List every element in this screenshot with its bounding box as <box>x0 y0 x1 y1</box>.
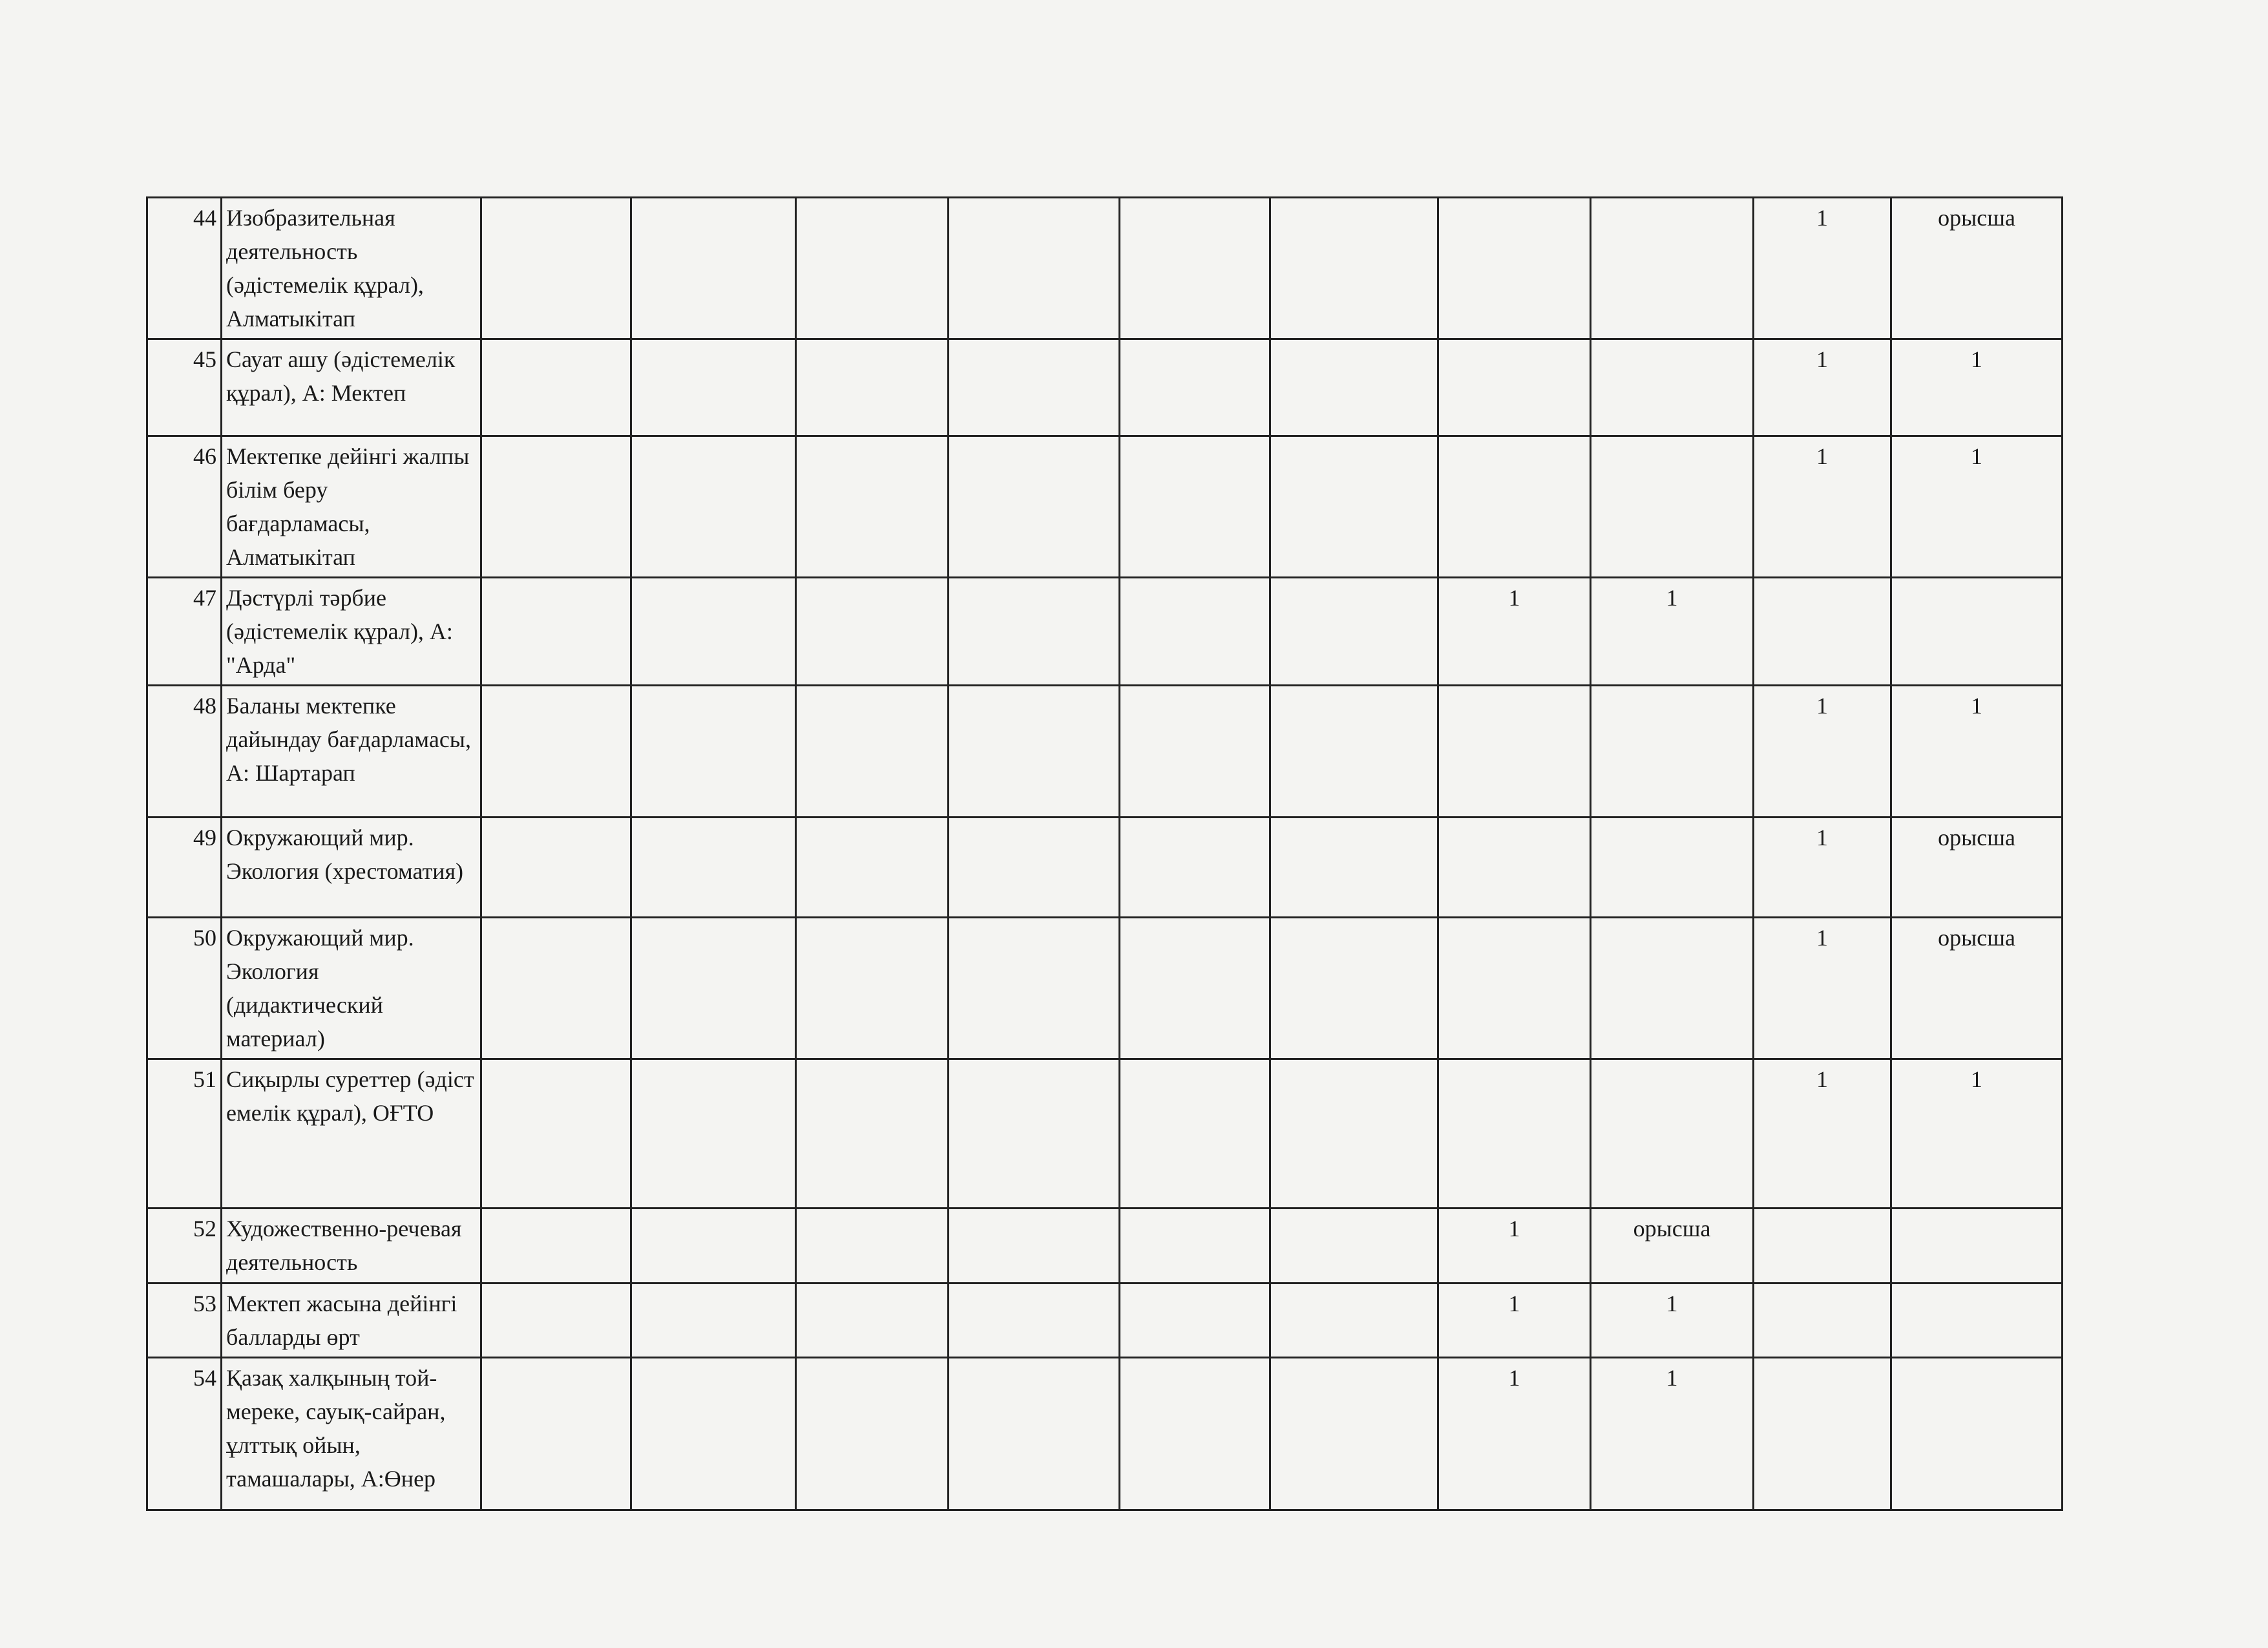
row-number: 52 <box>147 1209 222 1284</box>
quantity-cell <box>631 818 796 918</box>
quantity-cell <box>1270 339 1438 436</box>
quantity-cell <box>949 1358 1120 1510</box>
book-title: Дәстүрлі тәрбие (әдістемелік құрал), А: "Арда" <box>222 578 481 686</box>
quantity-cell: 1 <box>1438 1209 1591 1284</box>
quantity-cell <box>631 1358 796 1510</box>
quantity-cell: 1 <box>1754 436 1891 578</box>
row-number: 51 <box>147 1059 222 1209</box>
quantity-cell <box>1891 1284 2063 1358</box>
quantity-cell <box>1438 818 1591 918</box>
quantity-cell <box>481 198 631 339</box>
quantity-cell <box>1120 1059 1270 1209</box>
book-title: Сиқырлы суреттер (әдіст емелік құрал), ОҒТО <box>222 1059 481 1209</box>
quantity-cell <box>481 918 631 1059</box>
quantity-cell <box>949 1284 1120 1358</box>
quantity-cell <box>949 1209 1120 1284</box>
table-row <box>147 1209 2063 1284</box>
row-number: 47 <box>147 578 222 686</box>
quantity-cell: 1 <box>1438 578 1591 686</box>
quantity-cell <box>1270 818 1438 918</box>
book-title: Мектепке дейінгі жалпы білім беру бағдарламасы, Алматыкітап <box>222 436 481 578</box>
quantity-cell <box>949 578 1120 686</box>
book-title: Художественно-речевая деятельность <box>222 1209 481 1284</box>
quantity-cell <box>796 1059 949 1209</box>
table-row <box>147 339 2063 436</box>
table-row <box>147 1358 2063 1510</box>
quantity-cell <box>631 198 796 339</box>
quantity-cell <box>949 918 1120 1059</box>
quantity-cell <box>631 686 796 818</box>
quantity-cell <box>949 436 1120 578</box>
quantity-cell <box>1891 1209 2063 1284</box>
quantity-cell <box>1438 918 1591 1059</box>
quantity-cell <box>1591 339 1754 436</box>
quantity-cell: 1 <box>1438 1284 1591 1358</box>
quantity-cell <box>1591 686 1754 818</box>
quantity-cell <box>1754 1284 1891 1358</box>
row-number: 49 <box>147 818 222 918</box>
quantity-cell <box>1270 918 1438 1059</box>
quantity-cell <box>481 339 631 436</box>
table-row <box>147 198 2063 339</box>
quantity-cell: 1 <box>1754 198 1891 339</box>
table-row <box>147 436 2063 578</box>
quantity-cell <box>1120 578 1270 686</box>
quantity-cell <box>1120 1284 1270 1358</box>
table-row <box>147 578 2063 686</box>
quantity-cell <box>1438 339 1591 436</box>
quantity-cell <box>796 1209 949 1284</box>
quantity-cell <box>631 436 796 578</box>
quantity-cell <box>631 1209 796 1284</box>
quantity-cell <box>1270 686 1438 818</box>
quantity-cell: 1 <box>1438 1358 1591 1510</box>
row-number: 53 <box>147 1284 222 1358</box>
quantity-cell <box>1438 1059 1591 1209</box>
quantity-cell <box>949 686 1120 818</box>
quantity-cell <box>1591 818 1754 918</box>
table-row <box>147 1059 2063 1209</box>
quantity-cell <box>949 818 1120 918</box>
quantity-cell <box>1591 198 1754 339</box>
book-title: Окружающий мир. Экология (дидактический материал) <box>222 918 481 1059</box>
quantity-cell: 1 <box>1591 1358 1754 1510</box>
table-row <box>147 818 2063 918</box>
book-title: Изобразительная деятельность (әдістемелік құрал), Алматыкітап <box>222 198 481 339</box>
row-number: 46 <box>147 436 222 578</box>
quantity-cell <box>631 918 796 1059</box>
quantity-cell: 1 <box>1891 686 2063 818</box>
quantity-cell <box>1120 918 1270 1059</box>
quantity-cell <box>1270 1059 1438 1209</box>
quantity-cell <box>949 1059 1120 1209</box>
quantity-cell <box>1754 1209 1891 1284</box>
quantity-cell <box>1270 1209 1438 1284</box>
quantity-cell <box>481 818 631 918</box>
quantity-cell <box>1270 1358 1438 1510</box>
quantity-cell <box>481 578 631 686</box>
quantity-cell: 1 <box>1591 578 1754 686</box>
quantity-cell <box>796 1358 949 1510</box>
book-title: Баланы мектепке дайындау бағдарламасы, А: Шартарап <box>222 686 481 818</box>
table-row <box>147 686 2063 818</box>
quantity-cell <box>1120 818 1270 918</box>
quantity-cell <box>1438 436 1591 578</box>
table-row <box>147 918 2063 1059</box>
quantity-cell: 1 <box>1891 436 2063 578</box>
row-number: 50 <box>147 918 222 1059</box>
quantity-cell: орысша <box>1891 818 2063 918</box>
quantity-cell <box>631 1059 796 1209</box>
quantity-cell: 1 <box>1754 918 1891 1059</box>
quantity-cell <box>1120 198 1270 339</box>
quantity-cell <box>1270 1284 1438 1358</box>
quantity-cell <box>1270 578 1438 686</box>
row-number: 44 <box>147 198 222 339</box>
table-row <box>147 1284 2063 1358</box>
quantity-cell <box>796 918 949 1059</box>
book-title: Мектеп жасына дейінгі балларды өрт <box>222 1284 481 1358</box>
quantity-cell <box>1891 1358 2063 1510</box>
quantity-cell <box>481 686 631 818</box>
quantity-cell <box>1120 1209 1270 1284</box>
quantity-cell <box>481 436 631 578</box>
inventory-table <box>146 196 2063 1511</box>
quantity-cell <box>796 686 949 818</box>
book-title: Сауат ашу (әдістемелік құрал), А: Мектеп <box>222 339 481 436</box>
quantity-cell <box>796 578 949 686</box>
quantity-cell <box>631 1284 796 1358</box>
quantity-cell <box>631 578 796 686</box>
quantity-cell <box>481 1059 631 1209</box>
quantity-cell <box>949 339 1120 436</box>
quantity-cell <box>1754 1358 1891 1510</box>
quantity-cell: 1 <box>1891 339 2063 436</box>
quantity-cell <box>1120 339 1270 436</box>
quantity-cell <box>1438 686 1591 818</box>
quantity-cell: 1 <box>1754 686 1891 818</box>
quantity-cell <box>796 436 949 578</box>
quantity-cell <box>1270 436 1438 578</box>
quantity-cell <box>481 1209 631 1284</box>
quantity-cell <box>796 818 949 918</box>
quantity-cell: 1 <box>1891 1059 2063 1209</box>
quantity-cell <box>796 198 949 339</box>
quantity-cell <box>1591 1059 1754 1209</box>
quantity-cell: 1 <box>1754 1059 1891 1209</box>
quantity-cell <box>796 1284 949 1358</box>
row-number: 45 <box>147 339 222 436</box>
quantity-cell: 1 <box>1591 1284 1754 1358</box>
quantity-cell <box>1591 436 1754 578</box>
quantity-cell <box>1120 436 1270 578</box>
quantity-cell <box>1120 1358 1270 1510</box>
quantity-cell: орысша <box>1591 1209 1754 1284</box>
quantity-cell: орысша <box>1891 198 2063 339</box>
row-number: 48 <box>147 686 222 818</box>
quantity-cell <box>949 198 1120 339</box>
quantity-cell <box>481 1284 631 1358</box>
quantity-cell <box>1438 198 1591 339</box>
quantity-cell <box>1754 578 1891 686</box>
book-title: Қазақ халқының той-мереке, сауық-сайран, ұлттық ойын, тамашалары, А:Өнер <box>222 1358 481 1510</box>
quantity-cell <box>1891 578 2063 686</box>
quantity-cell: 1 <box>1754 818 1891 918</box>
quantity-cell: орысша <box>1891 918 2063 1059</box>
quantity-cell <box>481 1358 631 1510</box>
quantity-cell <box>796 339 949 436</box>
quantity-cell <box>1270 198 1438 339</box>
quantity-cell <box>1120 686 1270 818</box>
quantity-cell: 1 <box>1754 339 1891 436</box>
quantity-cell <box>631 339 796 436</box>
quantity-cell <box>1591 918 1754 1059</box>
row-number: 54 <box>147 1358 222 1510</box>
book-title: Окружающий мир. Экология (хрестоматия) <box>222 818 481 918</box>
